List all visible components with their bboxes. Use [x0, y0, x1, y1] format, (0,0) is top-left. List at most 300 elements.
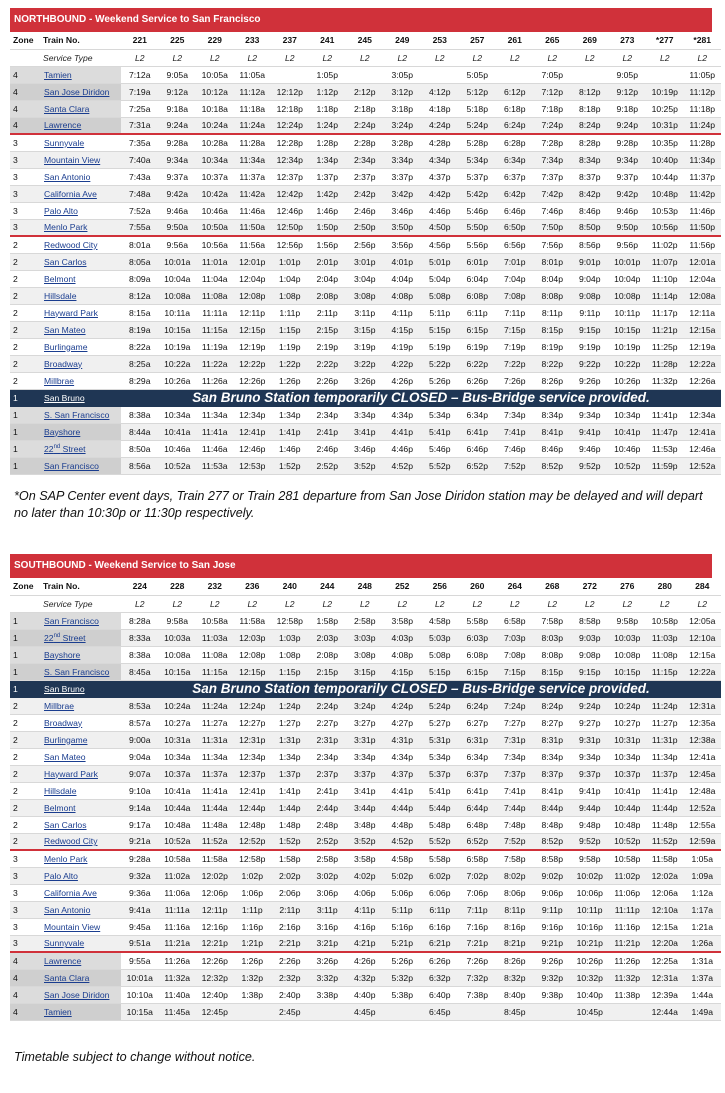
departure-time: 11:53a: [196, 457, 234, 474]
departure-time: 11:53p: [646, 440, 684, 457]
departure-time: 5:41p: [421, 423, 459, 440]
departure-time: 10:24a: [196, 117, 234, 134]
departure-time: 11:12a: [234, 83, 272, 100]
train-number: 248: [346, 578, 384, 595]
header-row: [10, 578, 721, 595]
departure-time: 1:46p: [271, 440, 309, 457]
station-link[interactable]: Belmont: [40, 270, 121, 287]
train-number: 264: [496, 578, 534, 595]
departure-time: 11:11a: [196, 304, 234, 321]
departure-time: 11:15a: [196, 663, 234, 680]
departure-time: 7:16p: [459, 918, 497, 935]
departure-time: 12:55a: [684, 816, 722, 833]
departure-time: 3:46p: [384, 202, 422, 219]
station-link[interactable]: Redwood City: [40, 833, 121, 850]
station-link[interactable]: Broadway: [40, 714, 121, 731]
departure-time: 9:21p: [534, 935, 572, 952]
departure-time: 11:41p: [646, 406, 684, 423]
departure-time: 7:03p: [496, 629, 534, 646]
station-link[interactable]: Redwood City: [40, 236, 121, 253]
zone-number: 2: [10, 253, 40, 270]
departure-time: 12:39a: [646, 986, 684, 1003]
departure-time: 12:28p: [271, 134, 309, 151]
closed-station-row: [10, 389, 721, 406]
departure-time: 8:08p: [534, 646, 572, 663]
departure-time: 6:08p: [459, 646, 497, 663]
departure-time: 9:36a: [121, 884, 159, 901]
departure-time: 7:42p: [534, 185, 572, 202]
departure-time: 8:08p: [534, 287, 572, 304]
departure-time: 2:32p: [271, 969, 309, 986]
departure-time: 11:48a: [196, 816, 234, 833]
departure-time: 4:37p: [384, 765, 422, 782]
service-type: L2: [159, 49, 197, 66]
zone-number: 2: [10, 321, 40, 338]
departure-time: 12:46p: [234, 440, 272, 457]
station-link[interactable]: Mountain View: [40, 918, 121, 935]
departure-time: 10:03p: [609, 629, 647, 646]
departure-time: 8:03p: [534, 629, 572, 646]
train-number: 228: [159, 578, 197, 595]
departure-time: 6:21p: [421, 935, 459, 952]
departure-time: 4:04p: [384, 270, 422, 287]
departure-time: 10:46a: [196, 202, 234, 219]
departure-time: 7:44p: [496, 799, 534, 816]
station-link[interactable]: Sunnyvale: [40, 935, 121, 952]
departure-time: 10:15a: [159, 321, 197, 338]
zone-number: 4: [10, 952, 40, 969]
departure-time: 10:16p: [571, 918, 609, 935]
service-type: L2: [159, 595, 197, 612]
station-link[interactable]: San Antonio: [40, 901, 121, 918]
departure-time: 6:42p: [496, 185, 534, 202]
station-link[interactable]: Tamien: [40, 66, 121, 83]
departure-time: 12:15p: [234, 663, 272, 680]
departure-time: 10:01a: [121, 969, 159, 986]
departure-time: 9:37p: [571, 765, 609, 782]
station-link[interactable]: Millbrae: [40, 372, 121, 389]
departure-time: 10:37a: [196, 168, 234, 185]
departure-time: 3:28p: [384, 134, 422, 151]
departure-time: 5:11p: [384, 901, 422, 918]
departure-time: 5:56p: [459, 236, 497, 253]
departure-time: 12:45p: [196, 1003, 234, 1020]
departure-time: 3:38p: [309, 986, 347, 1003]
departure-time: 5:28p: [459, 134, 497, 151]
departure-time: 2:41p: [309, 423, 347, 440]
departure-time: 10:01a: [159, 253, 197, 270]
station-link[interactable]: San Mateo: [40, 748, 121, 765]
departure-time: 7:15p: [496, 663, 534, 680]
departure-time: 6:56p: [496, 236, 534, 253]
departure-time: 4:46p: [421, 202, 459, 219]
departure-time: 2:28p: [346, 134, 384, 151]
departure-time: 5:03p: [421, 629, 459, 646]
departure-time: 3:15p: [346, 321, 384, 338]
departure-time: 9:11p: [571, 304, 609, 321]
departure-time: 2:15p: [309, 663, 347, 680]
zone-blank: [10, 49, 40, 66]
departure-time: 1:41p: [271, 782, 309, 799]
departure-time: 3:27p: [346, 714, 384, 731]
station-link[interactable]: Mountain View: [40, 151, 121, 168]
timetable-row: [10, 372, 721, 389]
departure-time: 9:38p: [534, 986, 572, 1003]
departure-time: 1:37p: [271, 765, 309, 782]
departure-time: 1:04p: [271, 270, 309, 287]
departure-time: 10:19a: [159, 338, 197, 355]
station-link[interactable]: Bayshore: [40, 423, 121, 440]
northbound-footnote: *On SAP Center event days, Train 277 or Train 281 departure from San Jose Diridon station may be delayed and will depart no later than 10:30p or 11:30p respectively.: [14, 489, 703, 520]
train-number: 245: [346, 32, 384, 49]
departure-time: 11:18a: [234, 100, 272, 117]
departure-time: 3:21p: [309, 935, 347, 952]
departure-time: 8:46p: [571, 202, 609, 219]
station-link[interactable]: California Ave: [40, 185, 121, 202]
departure-time: 8:48p: [534, 816, 572, 833]
station-link[interactable]: Tamien: [40, 1003, 121, 1020]
departure-time: 12:41a: [684, 423, 722, 440]
departure-time: 1:38p: [234, 986, 272, 1003]
departure-time: 8:15a: [121, 304, 159, 321]
timetable-row: [10, 629, 721, 646]
train-number: 232: [196, 578, 234, 595]
departure-time: 9:34p: [571, 406, 609, 423]
station-link[interactable]: Hayward Park: [40, 765, 121, 782]
departure-time: 7:41p: [496, 782, 534, 799]
departure-time: 12:15p: [234, 321, 272, 338]
departure-time: 5:24p: [421, 697, 459, 714]
departure-time: 8:44a: [121, 423, 159, 440]
departure-time: 9:34p: [571, 748, 609, 765]
zone-number: 4: [10, 969, 40, 986]
station-link[interactable]: [40, 629, 121, 646]
timetable-row: [10, 406, 721, 423]
departure-time: 10:41p: [609, 423, 647, 440]
station-link[interactable]: San Bruno: [40, 680, 121, 697]
departure-time: 11:52a: [196, 833, 234, 850]
departure-time: 12:34p: [234, 748, 272, 765]
station-link[interactable]: San Francisco: [40, 612, 121, 629]
departure-time: 8:12a: [121, 287, 159, 304]
station-link[interactable]: Palo Alto: [40, 202, 121, 219]
departure-time: 4:08p: [384, 646, 422, 663]
departure-time: 11:34a: [196, 748, 234, 765]
station-link[interactable]: San Mateo: [40, 321, 121, 338]
departure-time: 10:12a: [196, 83, 234, 100]
service-type: L2: [421, 595, 459, 612]
departure-time: 6:02p: [421, 867, 459, 884]
departure-time: 10:52a: [159, 833, 197, 850]
departure-time: 12:44p: [234, 799, 272, 816]
timetable-row: [10, 646, 721, 663]
timetable-row: [10, 287, 721, 304]
timetable-row: [10, 83, 721, 100]
departure-time: 3:34p: [384, 151, 422, 168]
station-link[interactable]: Menlo Park: [40, 219, 121, 236]
station-link[interactable]: Palo Alto: [40, 867, 121, 884]
departure-time: 9:28a: [121, 850, 159, 867]
timetable-row: [10, 134, 721, 151]
departure-time: 9:44p: [571, 799, 609, 816]
departure-time: 11:28p: [646, 355, 684, 372]
departure-time: 5:38p: [384, 986, 422, 1003]
station-link[interactable]: Lawrence: [40, 117, 121, 134]
departure-time: 12:11a: [684, 304, 722, 321]
service-type-row: [10, 595, 721, 612]
departure-time: 1:24p: [309, 117, 347, 134]
departure-time: 2:56p: [346, 236, 384, 253]
departure-time: 6:19p: [459, 338, 497, 355]
departure-time: 1:46p: [309, 202, 347, 219]
departure-time: 10:52a: [159, 457, 197, 474]
zone-number: 2: [10, 338, 40, 355]
departure-time: 11:02p: [609, 867, 647, 884]
departure-time: 8:22p: [534, 355, 572, 372]
station-link[interactable]: Belmont: [40, 799, 121, 816]
station-link[interactable]: San Bruno: [40, 389, 121, 406]
departure-time: 7:43a: [121, 168, 159, 185]
departure-time: 10:56a: [196, 236, 234, 253]
station-link[interactable]: California Ave: [40, 884, 121, 901]
departure-time: 3:04p: [346, 270, 384, 287]
departure-time: 10:11p: [571, 901, 609, 918]
departure-time: 7:52p: [496, 833, 534, 850]
departure-time: 5:05p: [459, 66, 497, 83]
departure-time: 6:58p: [496, 612, 534, 629]
departure-time: 9:45a: [121, 918, 159, 935]
departure-time: 12:56p: [271, 236, 309, 253]
departure-time: 2:22p: [309, 355, 347, 372]
station-link[interactable]: San Francisco: [40, 457, 121, 474]
departure-time: 5:18p: [459, 100, 497, 117]
departure-time: 12:52a: [684, 799, 722, 816]
station-link[interactable]: Burlingame: [40, 338, 121, 355]
zone-number: 2: [10, 236, 40, 253]
zone-number: 2: [10, 748, 40, 765]
departure-time: 6:26p: [421, 952, 459, 969]
header-row: [10, 32, 721, 49]
departure-time: 11:44p: [646, 799, 684, 816]
departure-time: 4:41p: [384, 782, 422, 799]
departure-time: 1:21a: [684, 918, 722, 935]
departure-time: 7:04p: [496, 270, 534, 287]
zone-number: 3: [10, 185, 40, 202]
station-link[interactable]: Hillsdale: [40, 782, 121, 799]
station-link[interactable]: Santa Clara: [40, 100, 121, 117]
zone-number: 4: [10, 986, 40, 1003]
departure-time: 8:01p: [534, 253, 572, 270]
zone-number: 4: [10, 117, 40, 134]
service-type: L2: [684, 595, 722, 612]
departure-time: 1:26p: [271, 372, 309, 389]
zone-number: 3: [10, 850, 40, 867]
departure-time: 10:31a: [159, 731, 197, 748]
departure-time: 2:12p: [346, 83, 384, 100]
service-type: L2: [571, 595, 609, 612]
zone-number: 2: [10, 731, 40, 748]
departure-time: 11:03p: [646, 629, 684, 646]
station-link[interactable]: Broadway: [40, 355, 121, 372]
departure-time: 12:15a: [684, 321, 722, 338]
departure-time: [609, 1003, 647, 1020]
station-link[interactable]: Sunnyvale: [40, 134, 121, 151]
departure-time: 5:04p: [421, 270, 459, 287]
departure-time: 2:52p: [309, 457, 347, 474]
departure-time: 12:08p: [234, 646, 272, 663]
departure-time: 5:52p: [421, 457, 459, 474]
departure-time: 10:26p: [571, 952, 609, 969]
departure-time: 2:04p: [309, 270, 347, 287]
departure-time: 4:41p: [384, 423, 422, 440]
departure-time: 12:22p: [234, 355, 272, 372]
service-type: L2: [609, 49, 647, 66]
service-type: L2: [646, 595, 684, 612]
departure-time: 10:06p: [571, 884, 609, 901]
timetable-row: [10, 986, 721, 1003]
departure-time: 3:19p: [346, 338, 384, 355]
departure-time: 8:18p: [571, 100, 609, 117]
departure-time: 9:56a: [159, 236, 197, 253]
departure-time: 8:27p: [534, 714, 572, 731]
departure-time: 2:46p: [309, 440, 347, 457]
timetable-row: [10, 338, 721, 355]
departure-time: 11:27p: [646, 714, 684, 731]
departure-time: [234, 1003, 272, 1020]
departure-time: 2:02p: [271, 867, 309, 884]
timetable-row: [10, 663, 721, 680]
departure-time: 11:24p: [646, 697, 684, 714]
departure-time: 3:08p: [346, 287, 384, 304]
departure-time: 9:42a: [159, 185, 197, 202]
departure-time: 12:27p: [234, 714, 272, 731]
zone-number: 1: [10, 680, 40, 697]
departure-time: 4:58p: [421, 612, 459, 629]
service-type: L2: [534, 49, 572, 66]
station-link[interactable]: San Jose Diridon: [40, 83, 121, 100]
departure-time: 1:37a: [684, 969, 722, 986]
timetable-row: [10, 799, 721, 816]
departure-time: 7:01p: [496, 253, 534, 270]
departure-time: 9:19p: [571, 338, 609, 355]
station-link[interactable]: S. San Francisco: [40, 406, 121, 423]
departure-time: 11:05a: [234, 66, 272, 83]
departure-time: 10:34p: [609, 406, 647, 423]
zone-number: 2: [10, 355, 40, 372]
departure-time: 10:19p: [646, 83, 684, 100]
zone-number: 1: [10, 646, 40, 663]
station-link[interactable]: Hayward Park: [40, 304, 121, 321]
departure-time: 9:58a: [159, 612, 197, 629]
zone-blank: [10, 595, 40, 612]
departure-time: 4:22p: [384, 355, 422, 372]
departure-time: 12:46p: [271, 202, 309, 219]
departure-time: 8:56p: [571, 236, 609, 253]
departure-time: 9:05p: [609, 66, 647, 83]
departure-time: 1:21p: [234, 935, 272, 952]
departure-time: 2:58p: [309, 850, 347, 867]
station-link[interactable]: Bayshore: [40, 646, 121, 663]
station-link[interactable]: Hillsdale: [40, 287, 121, 304]
departure-time: 4:27p: [384, 714, 422, 731]
departure-time: 9:37a: [159, 168, 197, 185]
departure-time: 7:18p: [534, 100, 572, 117]
departure-time: 4:34p: [384, 748, 422, 765]
departure-time: 8:38a: [121, 406, 159, 423]
departure-time: 4:16p: [346, 918, 384, 935]
train-number: 240: [271, 578, 309, 595]
train-number: 265: [534, 32, 572, 49]
departure-time: 9:51a: [121, 935, 159, 952]
departure-time: 9:05a: [159, 66, 197, 83]
timetable-row: [10, 782, 721, 799]
departure-time: 11:52p: [646, 833, 684, 850]
departure-time: 2:11p: [309, 304, 347, 321]
departure-time: 12:06a: [646, 884, 684, 901]
station-link[interactable]: San Carlos: [40, 253, 121, 270]
timetable-row: [10, 457, 721, 474]
station-link[interactable]: San Jose Diridon: [40, 986, 121, 1003]
departure-time: 1:58p: [271, 850, 309, 867]
departure-time: 11:42p: [684, 185, 722, 202]
service-type: L2: [384, 595, 422, 612]
departure-time: 11:34a: [196, 406, 234, 423]
departure-time: 7:41p: [496, 423, 534, 440]
departure-time: 10:35p: [646, 134, 684, 151]
station-link[interactable]: San Carlos: [40, 816, 121, 833]
departure-time: 11:07p: [646, 253, 684, 270]
timetable-row: [10, 236, 721, 253]
departure-time: 12:37p: [271, 168, 309, 185]
departure-time: 7:19a: [121, 83, 159, 100]
departure-time: 9:14a: [121, 799, 159, 816]
station-link[interactable]: Lawrence: [40, 952, 121, 969]
departure-time: 4:52p: [384, 833, 422, 850]
zone-number: 4: [10, 100, 40, 117]
departure-time: 1:08p: [271, 287, 309, 304]
departure-time: 9:22p: [571, 355, 609, 372]
departure-time: 3:41p: [346, 423, 384, 440]
station-link[interactable]: Santa Clara: [40, 969, 121, 986]
departure-time: 10:08a: [159, 287, 197, 304]
station-link[interactable]: Burlingame: [40, 731, 121, 748]
departure-time: 10:10a: [121, 986, 159, 1003]
departure-time: 9:16p: [534, 918, 572, 935]
timetable-row: [10, 697, 721, 714]
service-type: L2: [196, 595, 234, 612]
departure-time: 8:12p: [571, 83, 609, 100]
zone-number: 1: [10, 457, 40, 474]
departure-time: 12:42p: [271, 185, 309, 202]
station-link[interactable]: S. San Francisco: [40, 663, 121, 680]
station-link[interactable]: San Antonio: [40, 168, 121, 185]
departure-time: 11:32p: [646, 372, 684, 389]
departure-time: 2:34p: [346, 151, 384, 168]
departure-time: 12:41p: [234, 782, 272, 799]
departure-time: 8:19a: [121, 321, 159, 338]
departure-time: 9:50a: [159, 219, 197, 236]
zone-number: 2: [10, 697, 40, 714]
departure-time: 4:40p: [346, 986, 384, 1003]
station-link[interactable]: Millbrae: [40, 697, 121, 714]
departure-time: 10:22a: [159, 355, 197, 372]
departure-time: 11:37p: [646, 765, 684, 782]
station-link[interactable]: [40, 440, 121, 457]
station-link[interactable]: Menlo Park: [40, 850, 121, 867]
departure-time: 4:08p: [384, 287, 422, 304]
departure-time: 5:46p: [421, 440, 459, 457]
departure-time: 3:26p: [346, 372, 384, 389]
